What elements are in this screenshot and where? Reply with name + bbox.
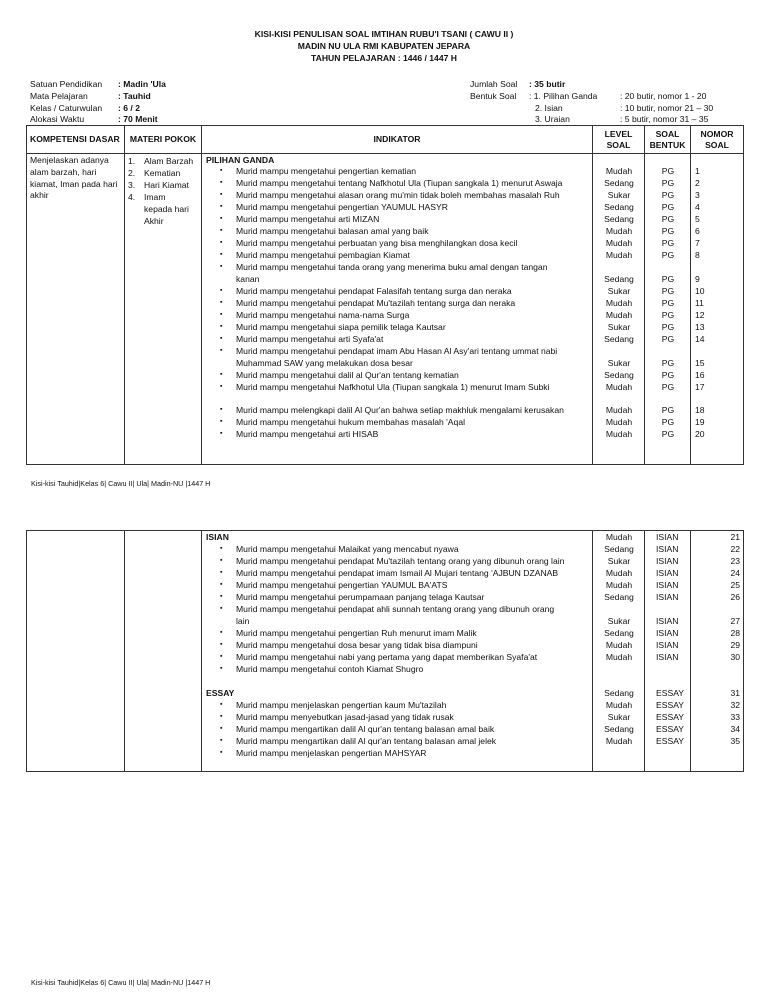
bentuk-item-detail: : 20 butir, nomor 1 - 20 [620, 90, 707, 101]
bentuk-value: PG [661, 166, 675, 176]
level-value: Sedang [604, 592, 634, 602]
level-value: Sedang [604, 334, 634, 344]
indikator-item: ▪ Murid mampu mengetahui arti HISAB [236, 428, 378, 440]
p2-nomor-cell [691, 531, 744, 772]
nomor-value: 27 [730, 616, 740, 626]
level-value: Mudah [605, 580, 633, 590]
bentuk-value: PG [661, 310, 675, 320]
doc-title-line2: MADIN NU ULA RMI KABUPATEN JEPARA [297, 41, 471, 51]
level-value: Mudah [605, 298, 633, 308]
bentuk-item-detail: : 10 butir, nomor 21 – 30 [620, 102, 714, 113]
nomor-value: 24 [730, 568, 740, 578]
materi-num: 4. [128, 192, 136, 202]
bentuk-value: PG [661, 226, 675, 236]
indikator-item: ▪ Murid mampu mengetahui pengertian Ruh menurut imam Malik [236, 627, 477, 639]
level-value: Sedang [604, 724, 634, 734]
indikator-item: ▪ Murid mampu mengartikan dalil Al qur'an tentang balasan amal jelek [236, 735, 496, 747]
level-value: Mudah [605, 429, 633, 439]
meta-right [470, 79, 740, 126]
indikator-item-cont: kanan [236, 274, 260, 284]
isian-essay-indikator-cell [202, 531, 593, 772]
meta-label: Mata Pelajaran [30, 90, 88, 101]
bentuk-value: PG [661, 429, 675, 439]
indikator-item: ▪ Murid mampu mengetahui nama-nama Surga [236, 309, 409, 321]
header-materi: MATERI POKOK [125, 126, 202, 154]
indikator-item: ▪ Murid mampu mengetahui pendapat Mu'tazilah tentang orang yang dibunuh orang lain [236, 555, 564, 567]
indikator-item: ▪ Murid mampu mengetahui alasan orang mu'min tidak boleh membahas masalah Ruh [236, 189, 560, 201]
nomor-value: 25 [730, 580, 740, 590]
bentuk-value: PG [661, 370, 675, 380]
nomor-value: 34 [730, 724, 740, 734]
level-value: Mudah [605, 640, 633, 650]
kisi-table-page1 [26, 125, 744, 465]
bentuk-value: ISIAN [656, 640, 679, 650]
materi-num: 1. [128, 156, 136, 166]
level-value: Sukar [607, 190, 631, 200]
level-value: Sukar [607, 556, 631, 566]
level-value: Sukar [607, 712, 631, 722]
header-nomor: NOMOR SOAL [691, 126, 744, 154]
p2-bentuk-cell [645, 531, 691, 772]
indikator-item: ▪ Murid mampu mengetahui tanda orang yang menerima buku amal dengan tangan [236, 261, 547, 273]
level-value: Sedang [604, 628, 634, 638]
indikator-item: ▪ Murid mampu mengetahui pengertian kematian [236, 165, 416, 177]
indikator-item: ▪ Murid mampu menjelaskan pengertian MAHSYAR [236, 747, 426, 759]
bentuk-value: ESSAY [656, 688, 685, 698]
bentuk-value: PG [661, 202, 675, 212]
nomor-value: 5 [695, 214, 700, 224]
indikator-item: ▪ Murid mampu mengetahui balasan amal yang baik [236, 225, 429, 237]
level-value: Sedang [604, 178, 634, 188]
bentuk-value: ISIAN [656, 568, 679, 578]
nomor-value: 18 [695, 405, 705, 415]
indikator-item-cont: Muhammad SAW yang melakukan dosa besar [236, 358, 413, 368]
level-value: Mudah [605, 700, 633, 710]
bentuk-value: ISIAN [656, 628, 679, 638]
nomor-value: 13 [695, 322, 705, 332]
nomor-value: 17 [695, 382, 705, 392]
header-indikator: INDIKATOR [202, 126, 593, 154]
level-value: Mudah [605, 250, 633, 260]
bentuk-value: ISIAN [656, 532, 679, 542]
pg-level-cell [593, 154, 645, 465]
level-value: Sedang [604, 688, 634, 698]
bentuk-value: PG [661, 238, 675, 248]
bentuk-item-detail: : 5 butir, nomor 31 – 35 [620, 114, 709, 125]
level-value: Sedang [604, 544, 634, 554]
nomor-value: 6 [695, 226, 700, 236]
meta-left [30, 79, 166, 126]
level-value: Sukar [607, 358, 631, 368]
nomor-value: 9 [695, 274, 700, 284]
level-value: Mudah [605, 310, 633, 320]
level-value: Mudah [605, 226, 633, 236]
nomor-value: 30 [730, 652, 740, 662]
indikator-item: ▪ Murid mampu mengetahui Malaikat yang mencabut nyawa [236, 543, 459, 555]
bentuk-value: ISIAN [656, 556, 679, 566]
bentuk-value: ISIAN [656, 580, 679, 590]
pg-bentuk-cell [645, 154, 691, 465]
nomor-value: 21 [730, 532, 740, 542]
level-value: Mudah [605, 736, 633, 746]
meta-label: Kelas / Caturwulan [30, 102, 103, 113]
indikator-item: ▪ Murid mampu mengartikan dalil Al qur'an tentang balasan amal baik [236, 723, 494, 735]
indikator-item: ▪ Murid mampu mengetahui pengertian YAUMUL BA'ATS [236, 579, 448, 591]
indikator-item: ▪ Murid mampu mengetahui nabi yang pertama yang dapat memberikan Syafa'at [236, 651, 537, 663]
level-value: Mudah [605, 532, 633, 542]
level-value: Sedang [604, 274, 634, 284]
bentuk-value: PG [661, 286, 675, 296]
level-value: Mudah [605, 568, 633, 578]
level-value: Mudah [605, 405, 633, 415]
meta-label: Alokasi Waktu [30, 114, 85, 125]
bentuk-value: PG [661, 178, 675, 188]
nomor-value: 14 [695, 334, 705, 344]
indikator-item: ▪ Murid mampu mengetahui dosa besar yang tidak bisa diampuni [236, 639, 478, 651]
bentuk-value: PG [661, 190, 675, 200]
section-title-essay: ESSAY [206, 688, 235, 698]
bentuk-value: PG [661, 298, 675, 308]
kompetensi-dasar-text: Menjelaskan adanya alam barzah, hari kiamat, Iman pada hari akhir [30, 155, 118, 201]
bentuk-item-name: : 1. Pilihan Ganda [529, 90, 598, 101]
materi-item: Kematian [144, 168, 181, 178]
nomor-value: 32 [730, 700, 740, 710]
empty-kompetensi-cell [27, 531, 125, 772]
level-value: Sukar [607, 286, 631, 296]
meta-value: : 6 / 2 [118, 102, 140, 113]
header-bentuk: SOAL BENTUK [645, 126, 691, 154]
p2-level-cell [593, 531, 645, 772]
level-value: Sukar [607, 616, 631, 626]
level-value: Mudah [605, 166, 633, 176]
nomor-value: 31 [730, 688, 740, 698]
materi-item: Hari Kiamat [144, 180, 189, 190]
bentuk-value: PG [661, 405, 675, 415]
indikator-item: ▪ Murid mampu mengetahui arti MIZAN [236, 213, 379, 225]
bentuk-value: ISIAN [656, 616, 679, 626]
bentuk-value: ESSAY [656, 700, 685, 710]
nomor-value: 2 [695, 178, 700, 188]
indikator-item: ▪ Murid mampu mengetahui siapa pemilik telaga Kautsar [236, 321, 446, 333]
materi-item: Alam Barzah [144, 156, 194, 166]
meta-value: : Madin 'Ula [118, 79, 166, 89]
indikator-item: ▪ Murid mampu melengkapi dalil Al Qur'an bahwa setiap makhluk mengalami kerusakan [236, 404, 564, 416]
bentuk-value: ISIAN [656, 544, 679, 554]
bentuk-value: PG [661, 322, 675, 332]
indikator-item-cont: lain [236, 616, 250, 626]
level-value: Mudah [605, 417, 633, 427]
nomor-value: 15 [695, 358, 705, 368]
materi-list [125, 154, 202, 465]
nomor-value: 3 [695, 190, 700, 200]
indikator-item: ▪ Murid mampu mengetahui pendapat imam Abu Hasan Al Asy'ari tentang ummat nabi [236, 345, 557, 357]
meta-label: Satuan Pendidikan [30, 79, 103, 89]
materi-num: 3. [128, 180, 136, 190]
level-value: Sedang [604, 202, 634, 212]
indikator-item: ▪ Murid mampu mengetahui tentang Nafkhotul Ula (Tiupan sangkala 1) menurut Aswaja [236, 177, 562, 189]
bentuk-item-name: 3. Uraian [535, 114, 570, 125]
level-value: Sedang [604, 214, 634, 224]
level-value: Sedang [604, 370, 634, 380]
nomor-value: 8 [695, 250, 700, 260]
bentuk-value: PG [661, 214, 675, 224]
nomor-value: 22 [730, 544, 740, 554]
indikator-item: ▪ Murid mampu mengetahui dalil al Qur'an tentang kematian [236, 369, 459, 381]
pg-nomor-cell [691, 154, 744, 465]
nomor-value: 12 [695, 310, 705, 320]
nomor-value: 28 [730, 628, 740, 638]
kisi-table-page2 [26, 530, 744, 772]
indikator-item: ▪ Murid mampu mengetahui Nafkhotul Ula (Tiupan sangkala 1) menurut Imam Subki [236, 381, 550, 393]
section-title-pg: PILIHAN GANDA [206, 155, 275, 165]
indikator-item: ▪ Murid mampu mengetahui pendapat Falasifah tentang surga dan neraka [236, 285, 512, 297]
bentuk-item-name: 2. Isian [535, 102, 563, 113]
bentuk-value: ESSAY [656, 712, 685, 722]
bentuk-value: PG [661, 274, 675, 284]
nomor-value: 29 [730, 640, 740, 650]
bentuk-value: PG [661, 250, 675, 260]
bentuk-value: PG [661, 334, 675, 344]
footer-page1: Kisi-kisi Tauhid|Kelas 6| Cawu II| Ula| Madin-NU |1447 H [31, 479, 211, 488]
nomor-value: 4 [695, 202, 700, 212]
indikator-item: ▪ Murid mampu mengetahui hukum membahas masalah 'Aqal [236, 416, 465, 428]
bentuk-value: ISIAN [656, 592, 679, 602]
bentuk-label: Bentuk Soal [470, 90, 517, 101]
nomor-value: 1 [695, 166, 700, 176]
bentuk-value: ISIAN [656, 652, 679, 662]
indikator-item: ▪ Murid mampu mengetahui pendapat ahli sunnah tentang orang yang dibunuh orang [236, 603, 554, 615]
level-value: Mudah [605, 382, 633, 392]
empty-materi-cell [125, 531, 202, 772]
header-level: LEVEL SOAL [593, 126, 645, 154]
bentuk-value: PG [661, 382, 675, 392]
indikator-item: ▪ Murid mampu mengetahui arti Syafa'at [236, 333, 383, 345]
indikator-item: ▪ Murid mampu menyebutkan jasad-jasad yang tidak rusak [236, 711, 454, 723]
indikator-item: ▪ Murid mampu menjelaskan pengertian kaum Mu'tazilah [236, 699, 446, 711]
section-title-isian: ISIAN [206, 532, 229, 542]
nomor-value: 20 [695, 429, 705, 439]
pg-indikator-cell [202, 154, 593, 465]
materi-num: 2. [128, 168, 136, 178]
bentuk-value: ESSAY [656, 736, 685, 746]
level-value: Mudah [605, 652, 633, 662]
nomor-value: 26 [730, 592, 740, 602]
indikator-item: ▪ Murid mampu mengetahui pendapat imam Ismail Al Mujari tentang 'AJBUN DZANAB [236, 567, 558, 579]
level-value: Mudah [605, 238, 633, 248]
bentuk-value: PG [661, 358, 675, 368]
indikator-item: ▪ Murid mampu mengetahui pendapat Mu'tazilah tentang surga dan neraka [236, 297, 515, 309]
nomor-value: 10 [695, 286, 705, 296]
level-value: Sukar [607, 322, 631, 332]
meta-value: : Tauhid [118, 90, 151, 101]
indikator-item: ▪ Murid mampu mengetahui perumpamaan panjang telaga Kautsar [236, 591, 484, 603]
nomor-value: 11 [695, 298, 704, 308]
indikator-item: ▪ Murid mampu mengetahui pembagian Kiamat [236, 249, 410, 261]
meta-value: : 70 Menit [118, 114, 158, 125]
doc-title-line1: KISI-KISI PENULISAN SOAL IMTIHAN RUBU'I TSANI ( CAWU II ) [254, 29, 514, 39]
footer-page2: Kisi-kisi Tauhid|Kelas 6| Cawu II| Ula| Madin-NU |1447 H [31, 978, 211, 987]
indikator-item: ▪ Murid mampu mengetahui perbuatan yang bisa menghilangkan dosa kecil [236, 237, 517, 249]
nomor-value: 16 [695, 370, 705, 380]
nomor-value: 7 [695, 238, 700, 248]
header-kompetensi: KOMPETENSI DASAR [27, 126, 125, 154]
indikator-item: ▪ Murid mampu mengetahui pengertian YAUMUL HASYR [236, 201, 448, 213]
indikator-item: ▪ Murid mampu mengetahui contoh Kiamat Shugro [236, 663, 423, 675]
jumlah-label: Jumlah Soal [470, 79, 518, 89]
bentuk-value: ESSAY [656, 724, 685, 734]
doc-title-line3: TAHUN PELAJARAN : 1446 / 1447 H [311, 53, 457, 63]
nomor-value: 35 [730, 736, 740, 746]
jumlah-value: : 35 butir [529, 79, 566, 89]
bentuk-value: PG [661, 417, 675, 427]
nomor-value: 19 [695, 417, 705, 427]
materi-item: Imam kepada hari Akhir [144, 192, 189, 226]
nomor-value: 23 [730, 556, 740, 566]
nomor-value: 33 [730, 712, 740, 722]
